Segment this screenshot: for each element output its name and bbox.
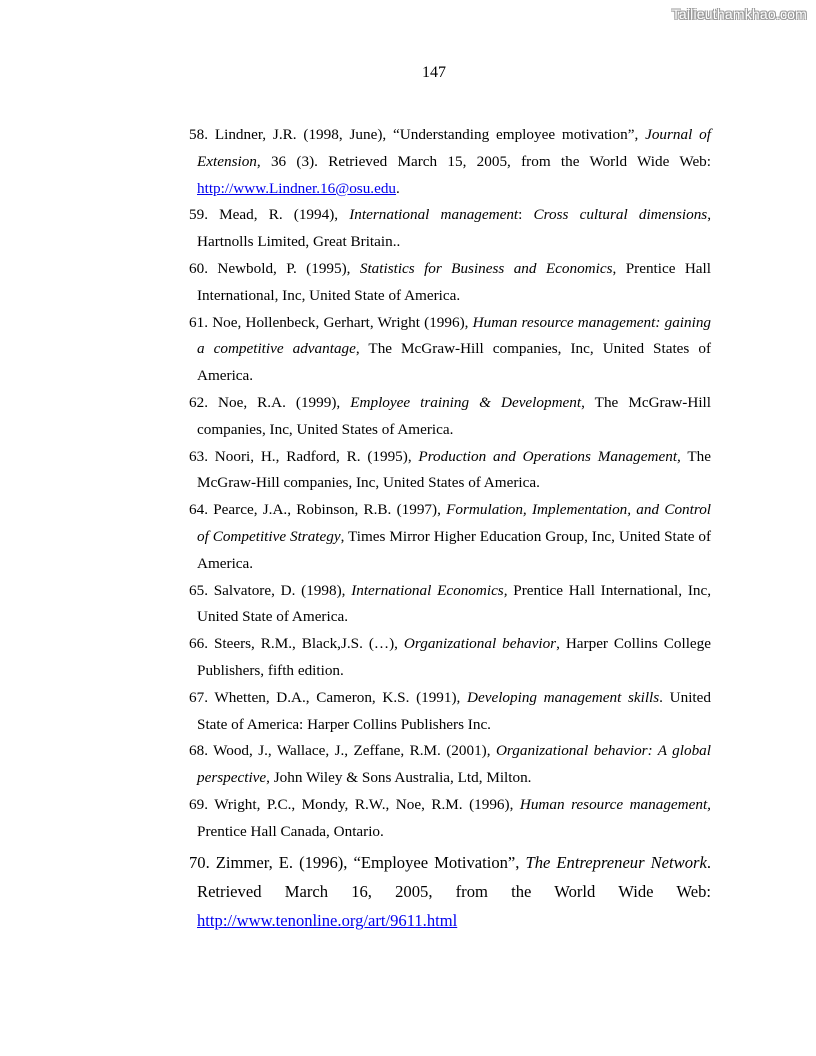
reference-70: 70. Zimmer, E. (1996), “Employee Motivation”, The Entrepreneur Network. Retrieved March 16, 2005, from the World Wide Web: http://www.tenonline.org/art/9611.html xyxy=(189,852,711,930)
reference-63: 63. Noori, H., Radford, R. (1995), Production and Operations Management, The McGraw-Hill companies, Inc, United States of America. xyxy=(189,447,711,492)
reference-69: 69. Wright, P.C., Mondy, R.W., Noe, R.M. (1996), Human resource management, Prentice Hall Canada, Ontario. xyxy=(189,795,711,840)
reference-list xyxy=(189,122,711,935)
reference-70-link[interactable]: http://www.tenonline.org/art/9611.html xyxy=(197,910,458,930)
watermark: Tailieuthamkhao.com xyxy=(671,6,807,22)
reference-66: 66. Steers, R.M., Black,J.S. (…), Organizational behavior, Harper Collins College Publishers, fifth edition. xyxy=(189,635,711,679)
reference-65: 65. Salvatore, D. (1998), International Economics, Prentice Hall International, Inc, United State of America. xyxy=(189,581,712,626)
reference-60: 60. Newbold, P. (1995), Statistics for Business and Economics, Prentice Hall International, Inc, United State of America. xyxy=(189,259,711,304)
reference-64: 64. Pearce, J.A., Robinson, R.B. (1997), Formulation, Implementation, and Control of Competitive Strategy, Times Mirror Higher Education Group, Inc, United State of America. xyxy=(189,501,712,572)
page-number: 147 xyxy=(422,64,446,81)
reference-58: 58. Lindner, J.R. (1998, June), “Understanding employee motivation”, Journal of Extension, 36 (3). Retrieved March 15, 2005, from the World Wide Web: http://www.Lindner.16@osu.edu. xyxy=(189,126,711,197)
reference-59: 59. Mead, R. (1994), International management: Cross cultural dimensions, Hartnolls Limited, Great Britain.. xyxy=(189,206,711,251)
reference-61: 61. Noe, Hollenbeck, Gerhart, Wright (1996), Human resource management: gaining a competitive advantage, The McGraw-Hill companies, Inc, United States of America. xyxy=(189,313,712,385)
reference-62: 62. Noe, R.A. (1999), Employee training & Development, The McGraw-Hill companies, Inc, United States of America. xyxy=(189,393,711,438)
reference-67: 67. Whetten, D.A., Cameron, K.S. (1991), Developing management skills. United State of America: Harper Collins Publishers Inc. xyxy=(189,688,711,733)
reference-58-link[interactable]: http://www.Lindner.16@osu.edu xyxy=(197,179,397,197)
reference-68: 68. Wood, J., Wallace, J., Zeffane, R.M. (2001), Organizational behavior: A global perspective, John Wiley & Sons Australia, Ltd, Milton. xyxy=(189,742,711,787)
